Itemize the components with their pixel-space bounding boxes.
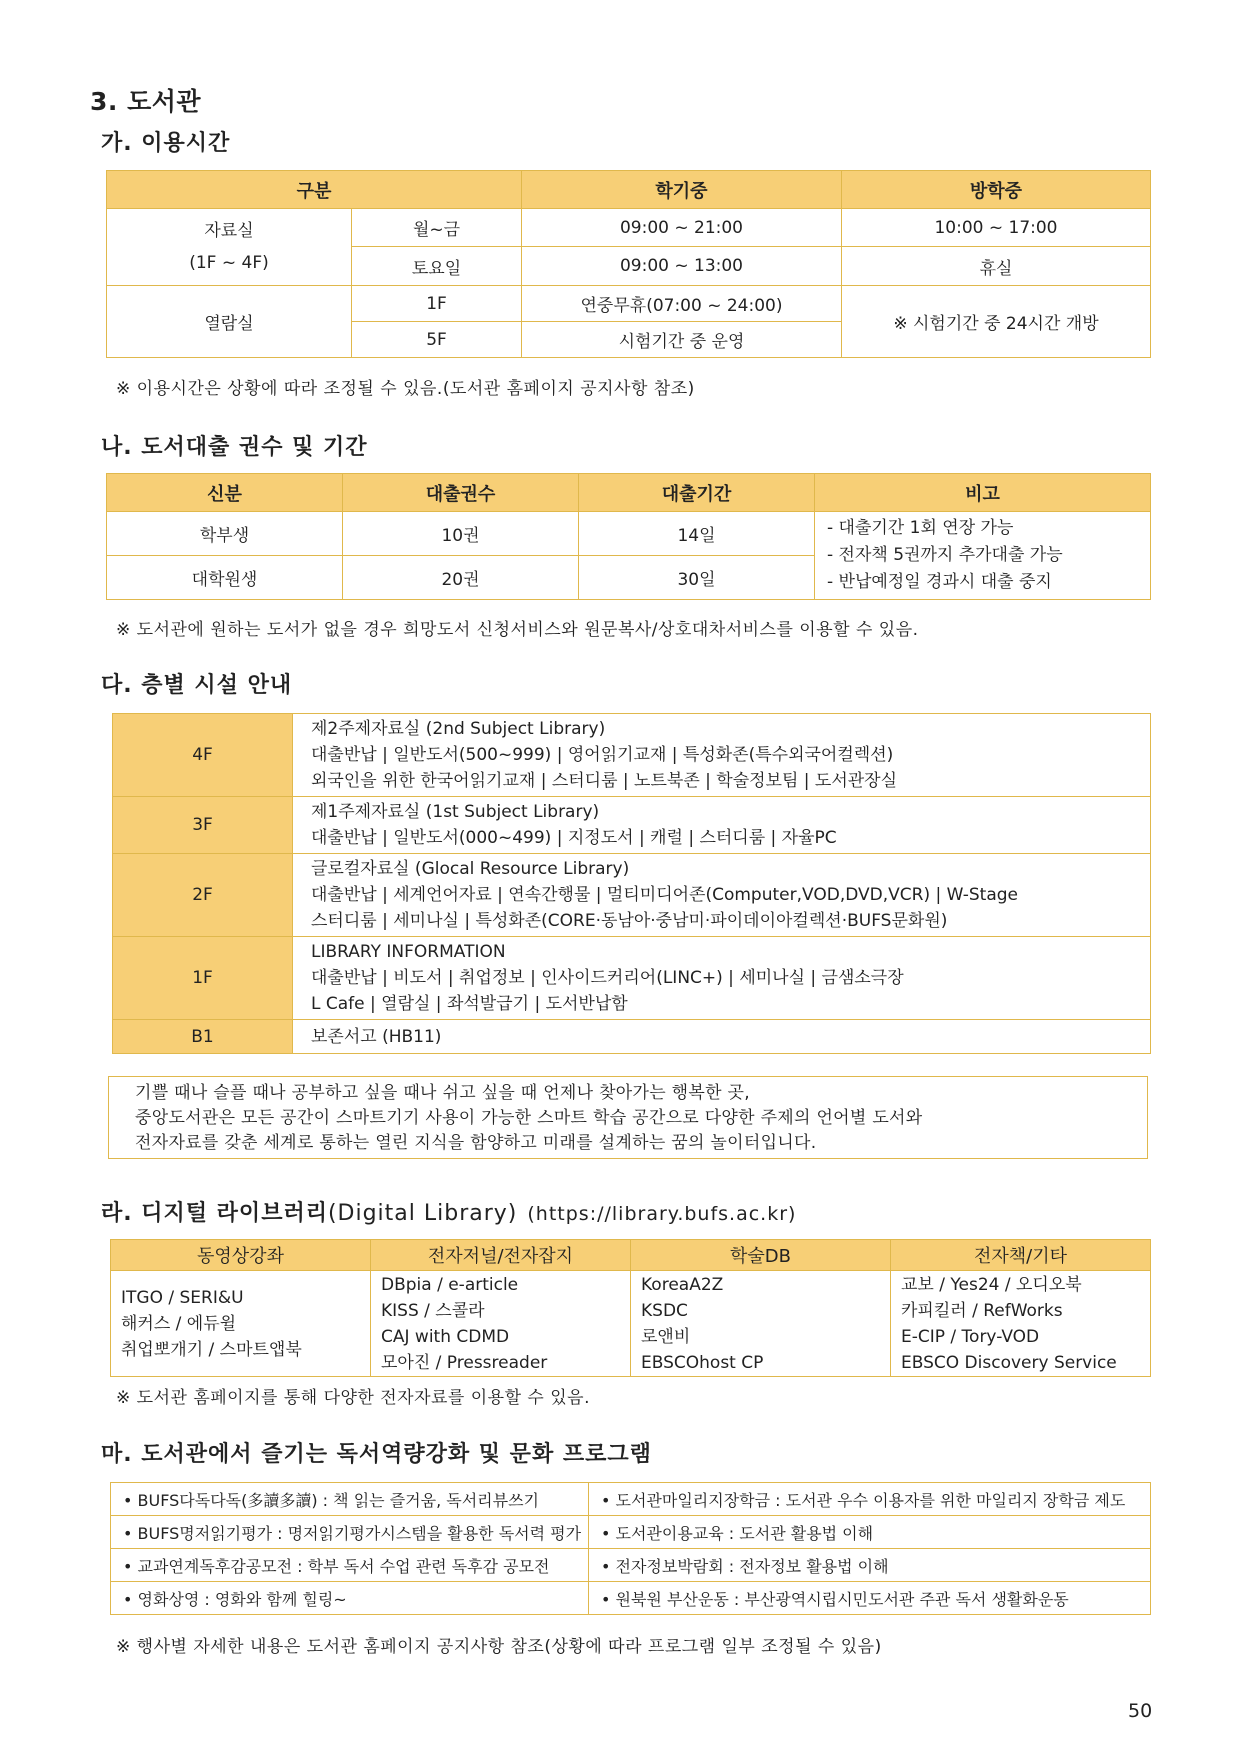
hours-header-category: 구분 xyxy=(107,171,522,209)
hours-table xyxy=(106,170,1151,358)
intro-line: 전자자료를 갖춘 세계로 통하는 열린 지식을 함양하고 미래를 설계하는 꿈의 놀이터입니다. xyxy=(135,1133,817,1153)
library-intro-box xyxy=(108,1076,1148,1159)
digital-item: KoreaA2Z xyxy=(641,1274,724,1295)
loan-period-undergrad: 14일 xyxy=(579,512,815,556)
loan-remark: - 반납예정일 경과시 대출 중지 xyxy=(827,572,1052,592)
digital-col-ebook xyxy=(891,1271,1151,1377)
jaryosil-label: 자료실 xyxy=(204,221,254,241)
jaryosil-floors: (1F ~ 4F) xyxy=(189,253,269,273)
hours-heading: 가. 이용시간 xyxy=(101,131,231,156)
floor-desc-3f xyxy=(293,797,1151,854)
jaryosil-cell xyxy=(107,209,352,286)
loan-count-undergrad: 10권 xyxy=(343,512,579,556)
floors-table xyxy=(112,713,1151,1054)
digital-col-journal xyxy=(371,1271,631,1377)
floor-desc-line: 대출반납 | 세계언어자료 | 연속간행물 | 멀티미디어존(Computer,VOD,DVD,VCR) | W-Stage xyxy=(311,885,1018,905)
loan-remark: - 전자책 5권까지 추가대출 가능 xyxy=(827,545,1063,565)
floors-heading: 다. 층별 시설 안내 xyxy=(101,673,293,698)
program-item: • 도서관마일리지장학금 : 도서관 우수 이용자를 위한 마일리지 장학금 제도 xyxy=(589,1483,1151,1516)
weekday-semester-cell: 09:00 ~ 21:00 xyxy=(522,209,842,247)
loan-header-count: 대출권수 xyxy=(343,474,579,512)
yeolramsil-vacation-cell: ※ 시험기간 중 24시간 개방 xyxy=(842,286,1151,358)
floor-desc-line: 외국인을 위한 한국어읽기교재 | 스터디룸 | 노트북존 | 학술정보팀 | 도서관장실 xyxy=(311,771,898,791)
digital-note: ※ 도서관 홈페이지를 통해 다양한 전자자료를 이용할 수 있음. xyxy=(116,1388,591,1408)
floor-desc-b1 xyxy=(293,1020,1151,1054)
digital-heading xyxy=(101,1196,796,1227)
digital-item: E-CIP / Tory-VOD xyxy=(901,1326,1040,1347)
section-title: 3. 도서관 xyxy=(90,87,202,116)
weekday-cell: 월~금 xyxy=(352,209,522,247)
floor-label-1f: 1F xyxy=(113,937,293,1020)
loan-header-period: 대출기간 xyxy=(579,474,815,512)
digital-item: 카피킬러 / RefWorks xyxy=(901,1300,1063,1321)
program-item: • BUFS다독다독(多讀多讀) : 책 읽는 즐거움, 독서리뷰쓰기 xyxy=(111,1483,589,1516)
floor-desc-line: 스터디룸 | 세미나실 | 특성화존(CORE·동남아·중남미·파이데이아컬렉션·BUFS문화원) xyxy=(311,911,948,931)
floor-desc-line: 대출반납 | 일반도서(000~499) | 지정도서 | 캐럴 | 스터디룸 | 자율PC xyxy=(311,828,837,848)
loan-header-remarks: 비고 xyxy=(815,474,1151,512)
digital-header-db: 학술DB xyxy=(631,1240,891,1271)
program-item: • BUFS명저읽기평가 : 명저읽기평가시스템을 활용한 독서력 평가 xyxy=(111,1516,589,1549)
yeolramsil-cell: 열람실 xyxy=(107,286,352,358)
programs-table xyxy=(110,1482,1151,1615)
intro-line: 기쁠 때나 슬플 때나 공부하고 싶을 때나 쉬고 싶을 때 언제나 찾아가는 행복한 곳, xyxy=(135,1083,750,1103)
digital-header-journal: 전자저널/전자잡지 xyxy=(371,1240,631,1271)
digital-col-db xyxy=(631,1271,891,1377)
digital-item: 모아진 / Pressreader xyxy=(381,1352,548,1373)
floor-desc-1f xyxy=(293,937,1151,1020)
digital-item: EBSCOhost CP xyxy=(641,1352,764,1373)
saturday-vacation-cell: 휴실 xyxy=(842,247,1151,286)
floor-desc-line: 대출반납 | 일반도서(500~999) | 영어읽기교재 | 특성화존(특수외국어컬렉션) xyxy=(311,745,894,765)
loan-count-grad: 20권 xyxy=(343,556,579,600)
loan-status-undergrad: 학부생 xyxy=(107,512,343,556)
program-item: • 도서관이용교육 : 도서관 활용법 이해 xyxy=(589,1516,1151,1549)
programs-note: ※ 행사별 자세한 내용은 도서관 홈페이지 공지사항 참조(상황에 따라 프로그램 일부 조정될 수 있음) xyxy=(116,1637,882,1657)
digital-item: EBSCO Discovery Service xyxy=(901,1352,1117,1373)
floor-1f-cell: 1F xyxy=(352,286,522,322)
hours-header-semester: 학기중 xyxy=(522,171,842,209)
digital-item: CAJ with CDMD xyxy=(381,1326,510,1347)
loan-remarks-cell xyxy=(815,512,1151,600)
digital-item: ITGO / SERI&U xyxy=(121,1287,244,1308)
loan-remark: - 대출기간 1회 연장 가능 xyxy=(827,518,1014,538)
floor-1f-semester-cell: 연중무휴(07:00 ~ 24:00) xyxy=(522,286,842,322)
hours-note: ※ 이용시간은 상황에 따라 조정될 수 있음.(도서관 홈페이지 공지사항 참조) xyxy=(116,379,695,399)
program-item: • 영화상영 : 영화와 함께 힐링~ xyxy=(111,1582,589,1615)
loan-table xyxy=(106,473,1151,600)
digital-heading-title: 라. 디지털 라이브러리 xyxy=(101,1201,328,1226)
intro-line: 중앙도서관은 모든 공간이 스마트기기 사용이 가능한 스마트 학습 공간으로 다양한 주제의 언어별 도서와 xyxy=(135,1108,923,1128)
digital-item: 로앤비 xyxy=(641,1326,691,1347)
program-item: • 전자정보박람회 : 전자정보 활용법 이해 xyxy=(589,1549,1151,1582)
digital-library-url: (https://library.bufs.ac.kr) xyxy=(527,1203,797,1225)
floor-desc-line: L Cafe | 열람실 | 좌석발급기 | 도서반납함 xyxy=(311,994,628,1014)
floor-desc-line: 제2주제자료실 (2nd Subject Library) xyxy=(311,719,606,739)
digital-item: 교보 / Yes24 / 오디오북 xyxy=(901,1274,1082,1295)
program-item: • 교과연계독후감공모전 : 학부 독서 수업 관련 독후감 공모전 xyxy=(111,1549,589,1582)
digital-col-video xyxy=(111,1271,371,1377)
loan-period-grad: 30일 xyxy=(579,556,815,600)
floor-desc-line: 보존서고 (HB11) xyxy=(311,1026,442,1047)
digital-header-video: 동영상강좌 xyxy=(111,1240,371,1271)
floor-desc-line: 제1주제자료실 (1st Subject Library) xyxy=(311,802,600,822)
loan-header-status: 신분 xyxy=(107,474,343,512)
hours-header-vacation: 방학중 xyxy=(842,171,1151,209)
floor-label-4f: 4F xyxy=(113,714,293,797)
floor-desc-4f xyxy=(293,714,1151,797)
floor-5f-semester-cell: 시험기간 중 운영 xyxy=(522,322,842,358)
floor-label-b1: B1 xyxy=(113,1020,293,1054)
digital-item: KSDC xyxy=(641,1300,688,1321)
digital-heading-sub: (Digital Library) xyxy=(327,1201,518,1226)
floor-desc-line: 글로컬자료실 (Glocal Resource Library) xyxy=(311,859,630,879)
floor-5f-cell: 5F xyxy=(352,322,522,358)
weekday-vacation-cell: 10:00 ~ 17:00 xyxy=(842,209,1151,247)
floor-desc-line: 대출반납 | 비도서 | 취업정보 | 인사이드커리어(LINC+) | 세미나실 | 금샘소극장 xyxy=(311,968,904,988)
floor-label-3f: 3F xyxy=(113,797,293,854)
saturday-semester-cell: 09:00 ~ 13:00 xyxy=(522,247,842,286)
saturday-cell: 토요일 xyxy=(352,247,522,286)
page-number: 50 xyxy=(1128,1700,1153,1722)
digital-header-ebook: 전자책/기타 xyxy=(891,1240,1151,1271)
loan-status-grad: 대학원생 xyxy=(107,556,343,600)
floor-desc-line: LIBRARY INFORMATION xyxy=(311,942,506,962)
digital-item: 취업뽀개기 / 스마트앱북 xyxy=(121,1339,302,1360)
digital-item: 해커스 / 에듀윌 xyxy=(121,1313,237,1334)
floor-desc-2f xyxy=(293,854,1151,937)
digital-item: KISS / 스콜라 xyxy=(381,1300,485,1321)
digital-table xyxy=(110,1239,1151,1377)
programs-heading: 마. 도서관에서 즐기는 독서역량강화 및 문화 프로그램 xyxy=(101,1442,652,1467)
loan-heading: 나. 도서대출 권수 및 기간 xyxy=(101,435,368,460)
loan-note: ※ 도서관에 원하는 도서가 없을 경우 희망도서 신청서비스와 원문복사/상호대차서비스를 이용할 수 있음. xyxy=(116,620,919,640)
program-item: • 원북원 부산운동 : 부산광역시립시민도서관 주관 독서 생활화운동 xyxy=(589,1582,1151,1615)
floor-label-2f: 2F xyxy=(113,854,293,937)
digital-item: DBpia / e-article xyxy=(381,1274,519,1295)
